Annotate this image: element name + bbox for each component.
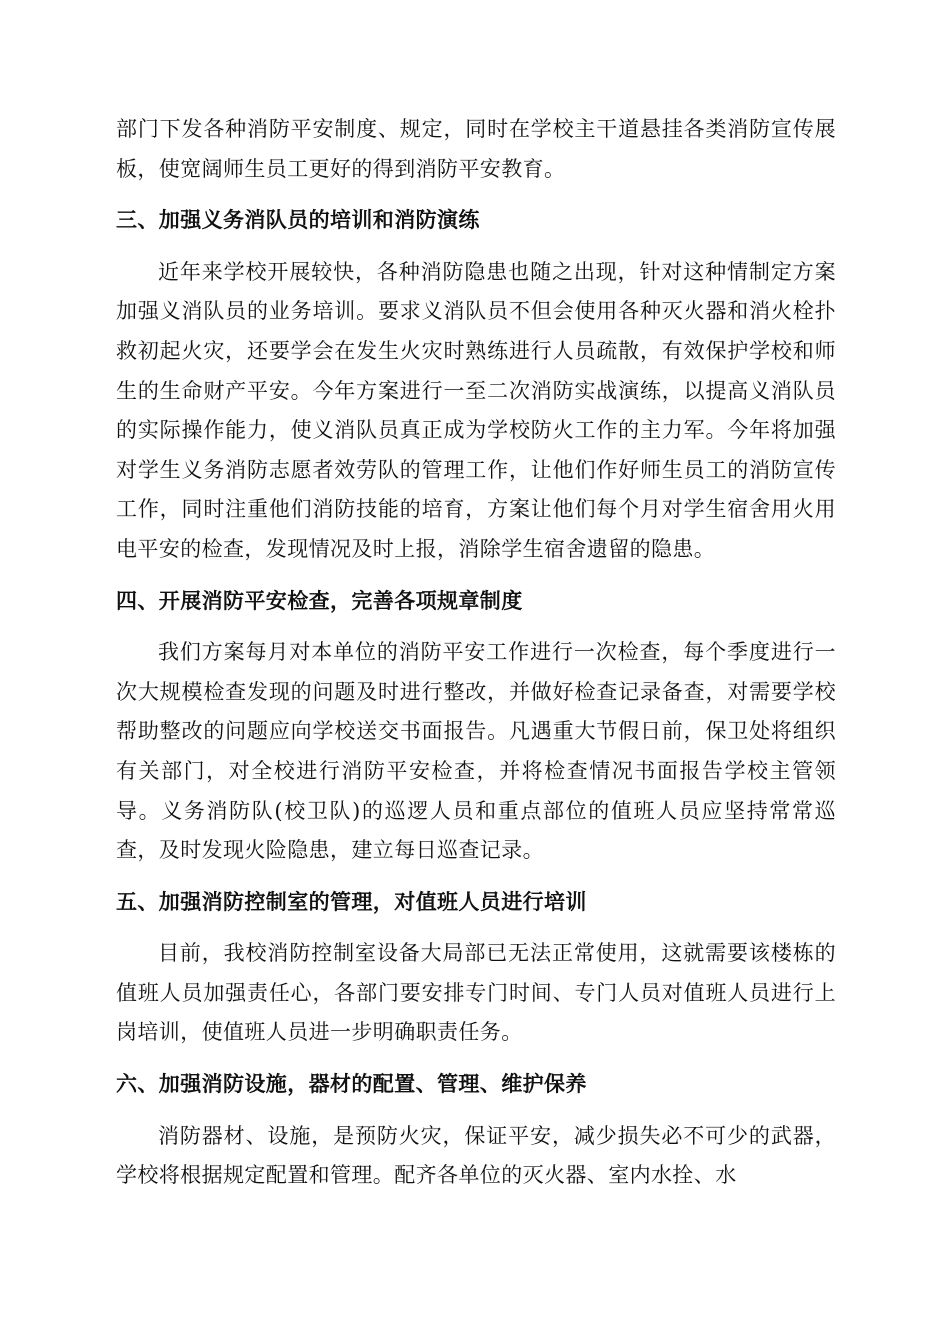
paragraph-4: 目前，我校消防控制室设备大局部已无法正常使用，这就需要该楼栋的值班人员加强责任心，各部门要安排专门时间、专门人员对值班人员进行上岗培训，使值班人员进一步明确职责任务。 xyxy=(116,941,836,1045)
section-heading-4: 四、开展消防平安检查，完善各项规章制度 xyxy=(116,588,523,613)
paragraph-1: 部门下发各种消防平安制度、规定，同时在学校主干道悬挂各类消防宣传展板，使宽阔师生员工更好的得到消防平安教育。 xyxy=(116,117,836,181)
section-heading-5: 五、加强消防控制室的管理，对值班人员进行培训 xyxy=(116,889,587,914)
section-heading-3: 三、加强义务消队员的培训和消防演练 xyxy=(116,208,480,233)
paragraph-3: 我们方案每月对本单位的消防平安工作进行一次检查，每个季度进行一次大规模检查发现的问题及时进行整改，并做好检查记录备查，对需要学校帮助整改的问题应向学校送交书面报告。凡遇重大节假日前，保卫处将组织有关部门，对全校进行消防平安检查，并将检查情况书面报告学校主管领导。义务消防队(校卫队)的巡逻人员和重点部位的值班人员应坚持常常巡查，及时发现火险隐患，建立每日巡查记录。 xyxy=(116,640,836,863)
paragraph-5: 消防器材、设施，是预防火灾，保证平安，减少损失必不可少的武器，学校将根据规定配置和管理。配齐各单位的灭火器、室内水拴、水 xyxy=(116,1123,836,1188)
paragraph-2: 近年来学校开展较快，各种消防隐患也随之出现，针对这种情制定方案加强义消队员的业务培训。要求义消队员不但会使用各种灭火器和消火栓扑救初起火灾，还要学会在发生火灾时熟练进行人员疏散，有效保护学校和师生的生命财产平安。今年方案进行一至二次消防实战演练，以提高义消队员的实际操作能力，使义消队员真正成为学校防火工作的主力军。今年将加强对学生义务消防志愿者效劳队的管理工作，让他们作好师生员工的消防宣传工作，同时注重他们消防技能的培育，方案让他们每个月对学生宿舍用火用电平安的检查，发现情况及时上报，消除学生宿舍遗留的隐患。 xyxy=(116,259,836,561)
document-body xyxy=(116,110,836,1196)
section-heading-6: 六、加强消防设施，器材的配置、管理、维护保养 xyxy=(116,1072,587,1097)
